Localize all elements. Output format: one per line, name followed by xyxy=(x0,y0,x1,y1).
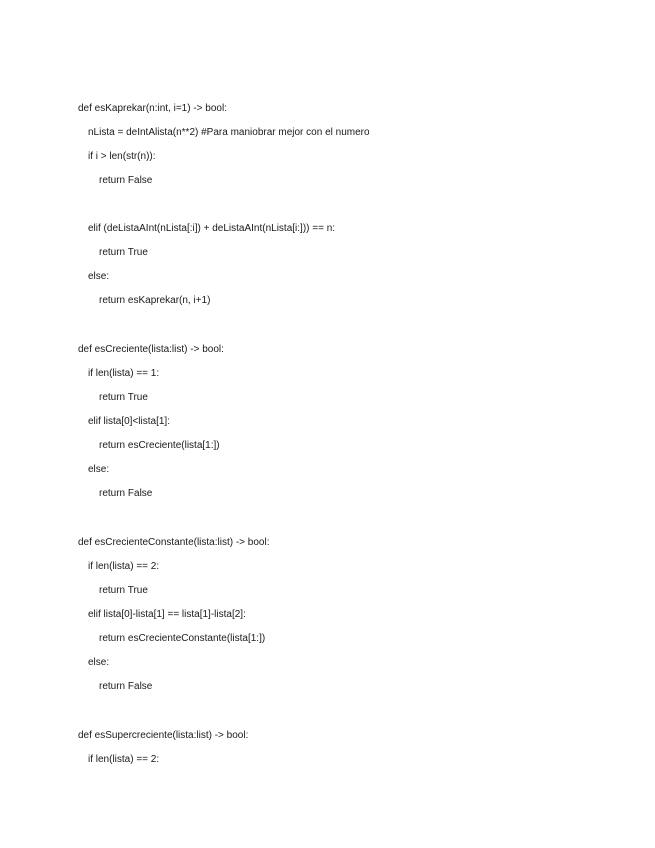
code-line: def esCrecienteConstante(lista:list) -> bool: xyxy=(78,537,270,548)
code-line: def esSupercreciente(lista:list) -> bool: xyxy=(78,730,249,741)
code-line: if len(lista) == 2: xyxy=(88,561,160,572)
code-line: else: xyxy=(88,271,110,282)
code-line: def esKaprekar(n:int, i=1) -> bool: xyxy=(78,103,227,114)
code-line: else: xyxy=(88,464,110,475)
code-line: return False xyxy=(99,175,153,186)
code-line: nLista = deIntAlista(n**2) #Para maniobrar mejor con el numero xyxy=(88,127,370,138)
code-line: return True xyxy=(99,585,148,596)
code-line: return esKaprekar(n, i+1) xyxy=(99,295,211,306)
code-line: elif lista[0]<lista[1]: xyxy=(88,416,170,427)
code-line: if len(lista) == 2: xyxy=(88,754,160,765)
code-line: return False xyxy=(99,488,153,499)
code-line: return True xyxy=(99,247,148,258)
code-line: return False xyxy=(99,681,153,692)
code-line: def esCreciente(lista:list) -> bool: xyxy=(78,344,224,355)
code-line: return True xyxy=(99,392,148,403)
code-line: elif (deListaAInt(nLista[:i]) + deListaAInt(nLista[i:])) == n: xyxy=(88,223,336,234)
code-line: return esCrecienteConstante(lista[1:]) xyxy=(99,633,266,644)
code-line: if i > len(str(n)): xyxy=(88,151,156,162)
code-line: if len(lista) == 1: xyxy=(88,368,160,379)
code-line: else: xyxy=(88,657,110,668)
code-line: elif lista[0]-lista[1] == lista[1]-lista[2]: xyxy=(88,609,246,620)
code-line: return esCreciente(lista[1:]) xyxy=(99,440,220,451)
